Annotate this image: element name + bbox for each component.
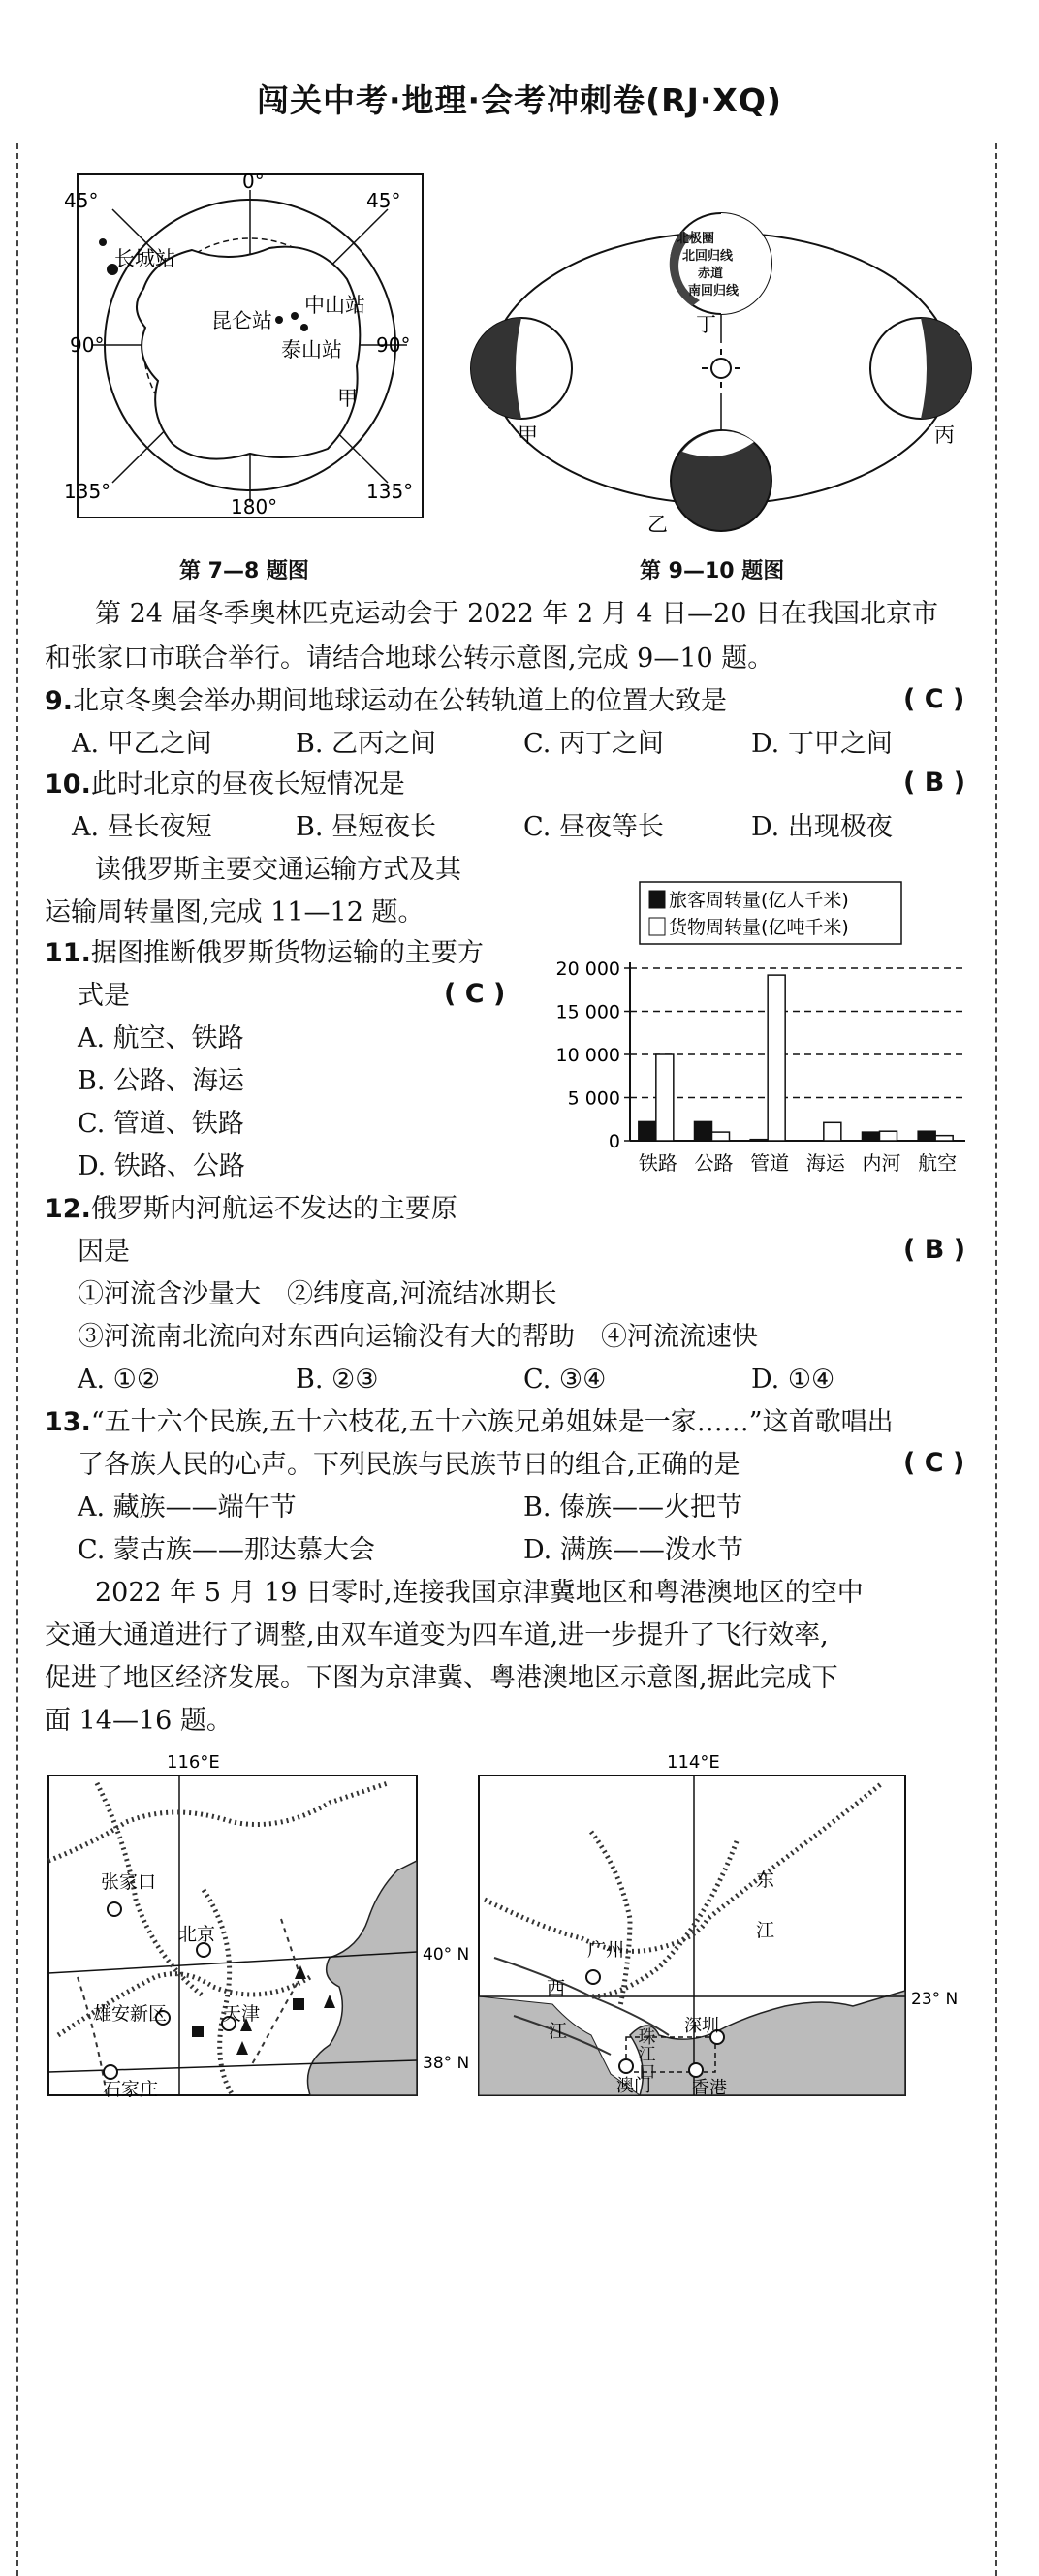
right-margin-line <box>995 143 997 2576</box>
label-45-left: 45° <box>64 189 99 212</box>
zhangjiakou-label: 张家口 <box>101 1871 157 1893</box>
q10-stem <box>45 768 405 802</box>
intro2-line1: 读俄罗斯主要交通运输方式及其 <box>95 855 461 885</box>
fig-7-8-caption: 第 7—8 题图 <box>179 559 309 583</box>
guangzhou-dot <box>586 1970 600 1984</box>
beijing-dot <box>197 1943 210 1957</box>
zhujiangkou-text: 珠江口 <box>635 2027 656 2080</box>
xiongan-label: 雄安新区 <box>93 2003 168 2025</box>
q13-text1: “五十六个民族,五十六枝花,五十六族兄弟姐妹是一家……”这首歌唱出 <box>90 1407 894 1437</box>
zhongshan-station-dot <box>291 312 299 320</box>
chart-x-label: 海运 <box>805 1151 845 1175</box>
antarctica-map <box>64 170 425 521</box>
chart-y-tick-label: 10 000 <box>555 1045 620 1066</box>
q9-answer: ( C ) <box>903 684 965 714</box>
q9-option-a[interactable]: A. 甲乙之间 <box>72 729 212 759</box>
q10-option-c[interactable]: C. 昼夜等长 <box>523 812 664 842</box>
shijiazhuang-label: 石家庄 <box>103 2079 159 2100</box>
label-chidao: 赤道 <box>698 267 724 281</box>
q10-option-a[interactable]: A. 昼长夜短 <box>72 812 212 842</box>
q10-number: 10. <box>45 770 91 800</box>
changcheng-label: 长城站 <box>114 247 175 270</box>
map1-lon-label: 116°E <box>167 1752 220 1773</box>
q9-stem <box>45 684 727 719</box>
shijiazhuang-dot <box>104 2065 117 2079</box>
chart-bar-freight <box>768 975 785 1141</box>
q11-option-a[interactable]: A. 航空、铁路 <box>78 1023 244 1053</box>
q12-option-a[interactable]: A. ①② <box>78 1365 161 1395</box>
q10-option-b[interactable]: B. 昼短夜长 <box>296 812 437 842</box>
q9-option-d[interactable]: D. 丁甲之间 <box>751 729 893 759</box>
q13-option-c[interactable]: C. 蒙古族——那达慕大会 <box>78 1535 375 1565</box>
xianggang-dot <box>689 2063 703 2077</box>
map2-lat23-label: 23° N <box>911 1990 959 2009</box>
q12-number: 12. <box>45 1194 91 1224</box>
xianggang-label: 香港 <box>692 2078 727 2098</box>
chart-bar-freight <box>880 1131 897 1141</box>
beijing-label: 北京 <box>178 1924 216 1945</box>
q13-option-d[interactable]: D. 满族——泼水节 <box>523 1535 743 1565</box>
label-135-left: 135° <box>64 480 111 503</box>
jia-label: 甲 <box>337 387 358 410</box>
earth-revolution-diagram <box>463 205 977 545</box>
legend-swatch-freight <box>649 918 665 935</box>
q12-text1: 俄罗斯内河航运不发达的主要原 <box>90 1194 457 1224</box>
label-90-left: 90° <box>70 333 105 357</box>
q12-text2: 因是 <box>78 1237 130 1267</box>
russia-transport-chart <box>543 877 969 1205</box>
xi-label: 西 <box>547 1978 566 1999</box>
q10-text: 此时北京的昼夜长短情况是 <box>90 770 405 800</box>
intro3-line4: 面 14—16 题。 <box>45 1706 233 1736</box>
chart-legend <box>640 882 901 944</box>
q10-answer: ( B ) <box>903 768 966 798</box>
chart-bar-freight <box>935 1136 953 1141</box>
taishan-label: 泰山站 <box>281 338 342 361</box>
earth-bing <box>870 318 971 419</box>
chart-y-tick-label: 20 000 <box>555 958 620 980</box>
kunlun-label: 昆仑站 <box>211 309 272 332</box>
chart-x-label: 航空 <box>918 1151 958 1175</box>
aomen-dot <box>619 2059 633 2073</box>
q12-option-c[interactable]: C. ③④ <box>523 1365 607 1395</box>
page-header: 闯关中考·地理·会考冲刺卷(RJ·XQ) <box>257 81 782 119</box>
guangzhou-label: 广州 <box>587 1939 625 1961</box>
legend-passenger: 旅客周转量(亿人千米) <box>669 890 849 911</box>
legend-swatch-passenger <box>649 891 665 908</box>
intro2-line2: 运输周转量图,完成 11—12 题。 <box>45 897 425 927</box>
map1-lat40-label: 40° N <box>423 1945 470 1964</box>
jiang1-label: 江 <box>756 1920 775 1941</box>
aomen-label: 澳门 <box>616 2076 651 2096</box>
label-nanhuigui: 南回归线 <box>688 284 740 298</box>
chart-y-tick-label: 5 000 <box>567 1087 620 1110</box>
kunlun-station-dot <box>275 316 283 324</box>
left-margin-line <box>16 143 18 2576</box>
q12-answer: ( B ) <box>903 1235 966 1265</box>
q9-option-b[interactable]: B. 乙丙之间 <box>296 729 437 759</box>
q11-option-c[interactable]: C. 管道、铁路 <box>78 1109 244 1139</box>
label-0: 0° <box>242 170 265 193</box>
fig-9-10-caption: 第 9—10 题图 <box>640 559 785 583</box>
sun-icon <box>711 359 731 378</box>
yi-label: 乙 <box>647 513 668 536</box>
intro3-line2: 交通大通道进行了调整,由双车道变为四车道,进一步提升了飞行效率, <box>45 1620 829 1650</box>
chart-y-tick-label: 15 000 <box>555 1001 620 1023</box>
chart-bar-passenger <box>750 1140 768 1141</box>
label-180: 180° <box>231 495 278 518</box>
chart-bar-freight <box>656 1054 674 1141</box>
tianjin-label: 天津 <box>223 2003 261 2025</box>
yuegangao-map <box>465 1744 998 2113</box>
q13-option-b[interactable]: B. 傣族——火把节 <box>523 1492 743 1523</box>
map2-lon-label: 114°E <box>667 1752 720 1773</box>
q9-option-c[interactable]: C. 丙丁之间 <box>523 729 664 759</box>
chart-bar-passenger <box>639 1121 656 1141</box>
map1-lat38-label: 38° N <box>423 2054 470 2073</box>
q11-stem <box>45 936 484 971</box>
chart-bar-freight <box>824 1122 841 1141</box>
earth-ding <box>670 213 771 314</box>
label-90-right: 90° <box>376 333 411 357</box>
chart-x-label: 公路 <box>694 1151 734 1175</box>
intro3-line1: 2022 年 5 月 19 日零时,连接我国京津冀地区和粤港澳地区的空中 <box>95 1578 864 1608</box>
dong-label: 东 <box>756 1869 775 1891</box>
q11-option-d[interactable]: D. 铁路、公路 <box>78 1151 245 1181</box>
q11-text2: 式是 <box>78 981 130 1011</box>
ding-label: 丁 <box>696 313 716 336</box>
q10-option-d[interactable]: D. 出现极夜 <box>751 812 893 842</box>
chart-x-label: 铁路 <box>638 1151 677 1175</box>
q12-statements-1: ①河流含沙量大 ②纬度高,河流结冰期长 <box>78 1279 557 1309</box>
q13-text2: 了各族人民的心声。下列民族与民族节日的组合,正确的是 <box>78 1450 740 1480</box>
intro1-line2: 和张家口市联合举行。请结合地球公转示意图,完成 9—10 题。 <box>45 644 774 674</box>
q13-number: 13. <box>45 1407 91 1437</box>
island-dot <box>99 238 107 246</box>
chart-bar-freight <box>712 1132 730 1141</box>
jingjinji-map <box>39 1744 470 2113</box>
jiang2-label: 江 <box>549 2021 568 2042</box>
q9-number: 9. <box>45 686 74 716</box>
zhangjiakou-dot <box>108 1902 121 1916</box>
q12-statements-2: ③河流南北流向对东西向运输没有大的帮助 ④河流流速快 <box>78 1322 758 1352</box>
chart-x-label: 管道 <box>750 1151 790 1175</box>
chart-x-label: 内河 <box>862 1151 901 1175</box>
intro3-line3: 促进了地区经济发展。下图为京津冀、粤港澳地区示意图,据此完成下 <box>45 1663 838 1693</box>
label-beihuigui: 北回归线 <box>682 249 734 264</box>
q11-answer: ( C ) <box>444 979 506 1009</box>
legend-freight: 货物周转量(亿吨千米) <box>669 917 849 938</box>
q12-option-d[interactable]: D. ①④ <box>751 1365 835 1395</box>
label-45-right: 45° <box>366 189 401 212</box>
q11-number: 11. <box>45 938 91 968</box>
shenzhen-label: 深圳 <box>684 2016 719 2036</box>
label-beijiquan: 北极圈 <box>677 232 715 246</box>
taishan-station-dot <box>300 324 308 331</box>
q13-stem <box>45 1405 894 1440</box>
chart-bar-passenger <box>918 1131 935 1141</box>
intro1-line1: 第 24 届冬季奥林匹克运动会于 2022 年 2 月 4 日—20 日在我国北京市 <box>95 599 939 629</box>
chart-y-tick-label: 0 <box>608 1131 620 1152</box>
earth-jia <box>471 318 572 419</box>
q9-text: 北京冬奥会举办期间地球运动在公转轨道上的位置大致是 <box>73 686 728 716</box>
q12-stem <box>45 1192 457 1227</box>
earth-yi <box>671 430 771 531</box>
q13-option-a[interactable]: A. 藏族——端午节 <box>78 1492 297 1523</box>
q11-option-b[interactable]: B. 公路、海运 <box>78 1066 245 1096</box>
q13-answer: ( C ) <box>903 1448 965 1478</box>
label-135-right: 135° <box>366 480 414 503</box>
jia-label-2: 甲 <box>518 424 538 447</box>
zhongshan-label: 中山站 <box>304 294 365 317</box>
q11-text1: 据图推断俄罗斯货物运输的主要方 <box>90 938 484 968</box>
chart-bar-passenger <box>863 1132 880 1141</box>
q12-option-b[interactable]: B. ②③ <box>296 1365 379 1395</box>
bing-label: 丙 <box>934 424 955 447</box>
chart-bar-passenger <box>695 1121 712 1141</box>
zhujiangkou-label <box>636 2027 656 2080</box>
